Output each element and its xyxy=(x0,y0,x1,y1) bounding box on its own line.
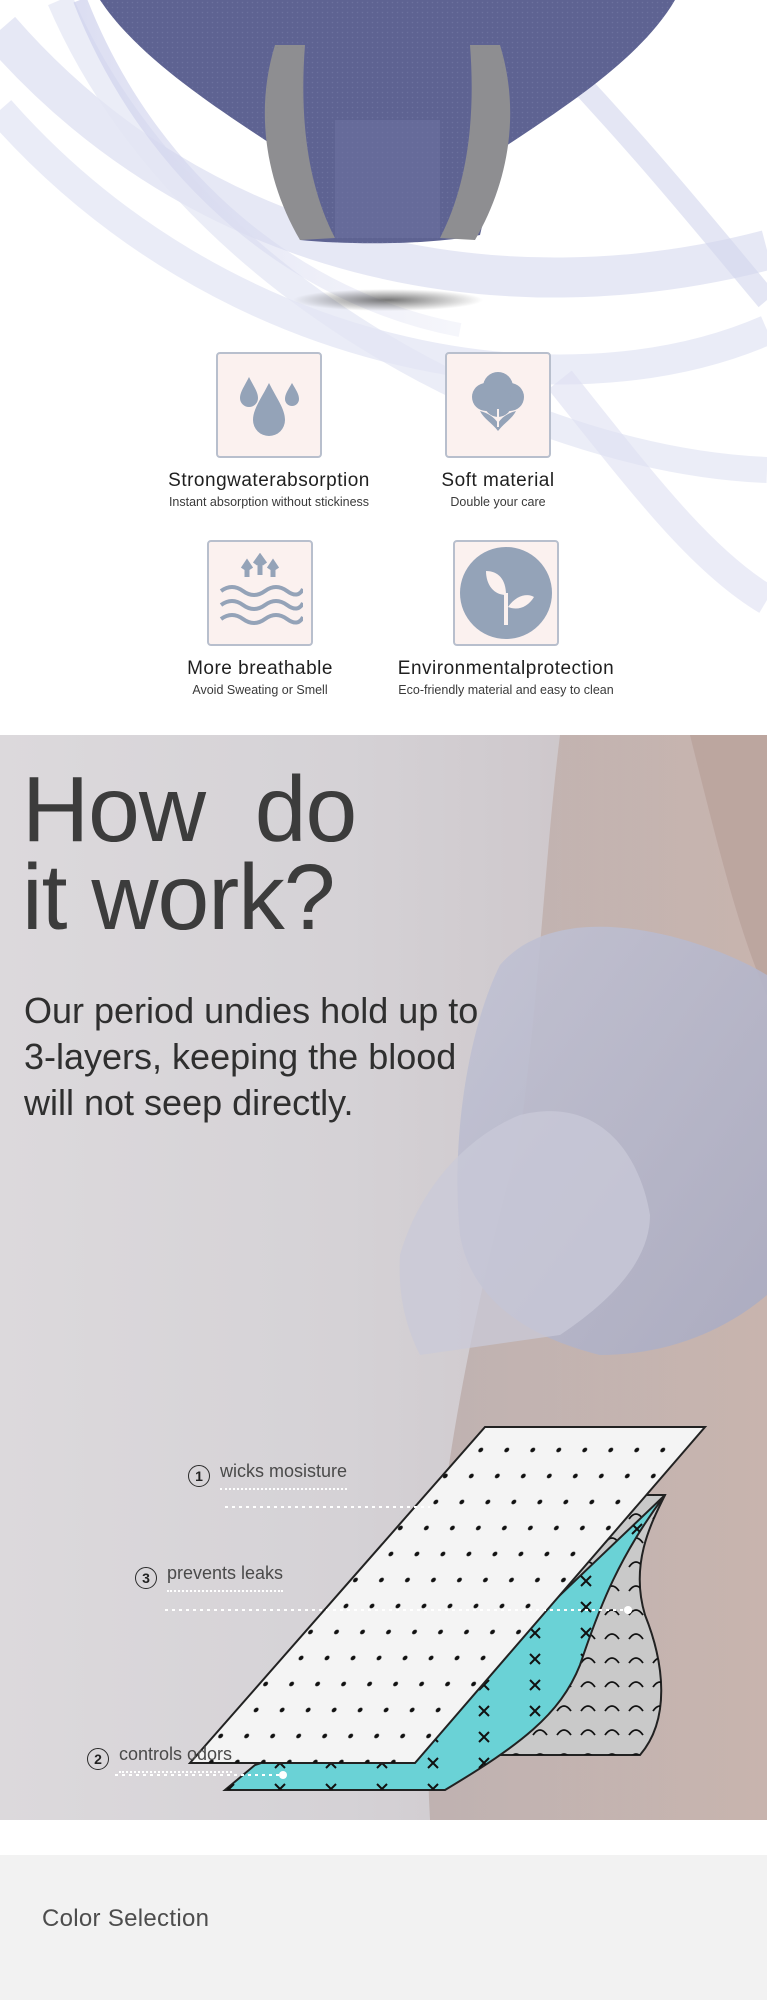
feature-title: Strongwaterabsorption xyxy=(168,470,370,491)
how-it-works-headline: How do it work? xyxy=(22,757,357,949)
feature-subtitle: Eco-friendly material and easy to clean xyxy=(398,683,614,697)
layer-number: 2 xyxy=(87,1748,109,1770)
feature-title: More breathable xyxy=(187,658,333,679)
feature-water-absorption xyxy=(149,352,389,509)
layers-diagram xyxy=(0,735,767,1820)
feature-title: Soft material xyxy=(441,470,555,491)
how-it-works-description: Our period undies hold up to 3-layers, keeping the blood will not seep directly. xyxy=(24,990,479,1123)
feature-subtitle: Instant absorption without stickiness xyxy=(168,495,370,509)
section-divider xyxy=(0,1820,767,1855)
feature-title: Environmentalprotection xyxy=(397,658,615,679)
water-drops-icon xyxy=(216,352,322,458)
feature-subtitle: Avoid Sweating or Smell xyxy=(192,683,328,697)
layer-text: wicks mosisture xyxy=(220,1461,347,1490)
features-section xyxy=(0,0,767,735)
how-it-works-section xyxy=(0,735,767,1820)
breathable-waves-icon xyxy=(207,540,313,646)
feature-soft-material xyxy=(378,352,618,509)
layer-label-wicks-moisture xyxy=(188,1461,347,1490)
color-selection-section xyxy=(0,1855,767,2000)
feature-breathable xyxy=(140,540,380,697)
period-underwear-image xyxy=(0,0,767,320)
feature-environmental xyxy=(386,540,626,697)
cotton-icon xyxy=(445,352,551,458)
layer-number: 1 xyxy=(188,1465,210,1487)
color-selection-title: Color Selection xyxy=(42,1905,210,1932)
layer-number: 3 xyxy=(135,1567,157,1589)
layer-label-controls-odors xyxy=(87,1744,232,1773)
eco-leaf-icon xyxy=(453,540,559,646)
feature-subtitle: Double your care xyxy=(450,495,546,509)
layer-text: prevents leaks xyxy=(167,1563,283,1592)
layer-text: controls odors xyxy=(119,1744,232,1773)
layer-label-prevents-leaks xyxy=(135,1563,283,1592)
